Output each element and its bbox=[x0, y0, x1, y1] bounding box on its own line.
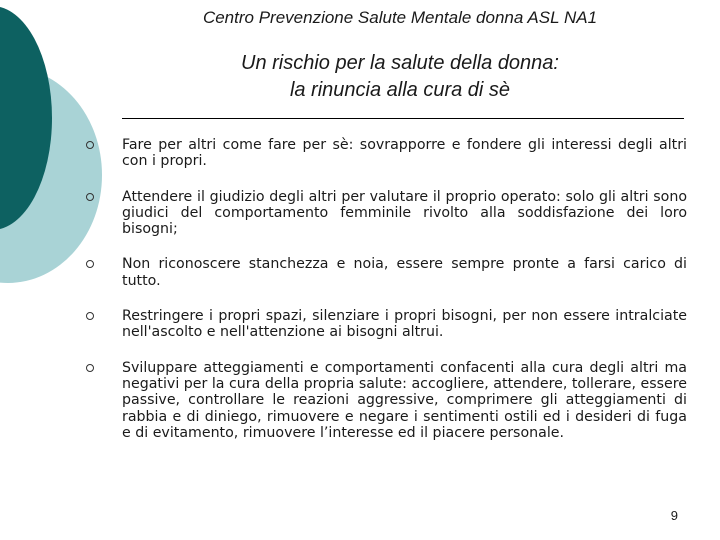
list-item-text: Fare per altri come fare per sè: sovrapporre e fondere gli interessi degli altri con i propri. bbox=[122, 137, 687, 170]
list-item bbox=[122, 360, 687, 441]
title-line-1: Un rischio per la salute della donna: bbox=[241, 52, 559, 74]
bullet-icon bbox=[86, 141, 94, 149]
list-item bbox=[122, 256, 687, 289]
bullet-icon bbox=[86, 193, 94, 201]
list-item-text: Non riconoscere stanchezza e noia, essere sempre pronte a farsi carico di tutto. bbox=[122, 256, 687, 289]
list-item-text: Attendere il giudizio degli altri per valutare il proprio operato: solo gli altri sono giudici del comportamento femminile rivolto alla soddisfazione dei loro bisogni; bbox=[122, 188, 687, 238]
page-number: 9 bbox=[670, 508, 678, 523]
bullet-icon bbox=[86, 364, 94, 372]
title-divider bbox=[122, 118, 684, 119]
list-item-text: Sviluppare atteggiamenti e comportamenti confacenti alla cura degli altri ma negativi per la cura della propria salute: accogliere, attendere, tollerare, essere passive, controllare le reazioni aggressive, comprimere gli atteggiamenti di rabbia e di diniego, rimuovere e negare i sentimenti ostili ed i desideri di fuga e di evitamento, rimuovere l’interesse ed il piacere personale. bbox=[122, 359, 687, 441]
list-item-text: Restringere i propri spazi, silenziare i propri bisogni, per non essere intralciate nell'ascolto e nell'attenzione ai bisogni altrui. bbox=[122, 308, 687, 341]
bullet-list bbox=[122, 137, 687, 460]
list-item bbox=[122, 189, 687, 238]
slide-title bbox=[120, 50, 680, 104]
decorative-circles bbox=[0, 0, 140, 300]
list-item bbox=[122, 308, 687, 341]
bullet-icon bbox=[86, 312, 94, 320]
title-line-2: la rinuncia alla cura di sè bbox=[289, 79, 511, 101]
list-item bbox=[122, 137, 687, 170]
header-text: Centro Prevenzione Salute Mentale donna ASL NA1 bbox=[202, 8, 598, 27]
